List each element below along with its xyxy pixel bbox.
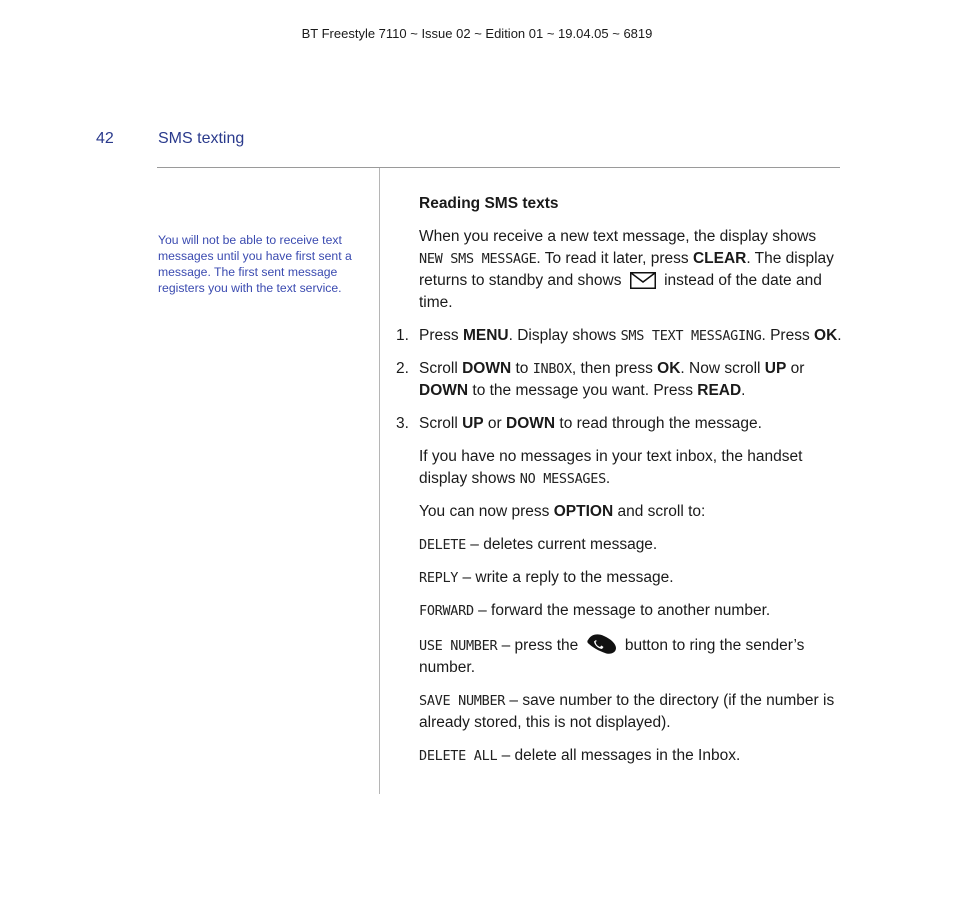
key-name: OK bbox=[814, 327, 838, 344]
text: or bbox=[786, 360, 805, 377]
text: Scroll bbox=[419, 360, 463, 377]
text: . bbox=[837, 327, 842, 344]
text: or bbox=[483, 415, 507, 432]
text: Scroll bbox=[419, 415, 463, 432]
key-name: CLEAR bbox=[692, 250, 747, 267]
text: to the message you want. Press bbox=[468, 382, 698, 399]
key-name: DOWN bbox=[506, 415, 556, 432]
display-text: USE NUMBER bbox=[419, 638, 498, 654]
text: – deletes current message. bbox=[465, 536, 658, 553]
text: to bbox=[511, 360, 533, 377]
text: . Press bbox=[761, 327, 815, 344]
step-number: 2. bbox=[396, 360, 409, 377]
step-number: 1. bbox=[396, 327, 409, 344]
list-item bbox=[396, 413, 843, 435]
text: – write a reply to the message. bbox=[458, 569, 674, 586]
main-content bbox=[396, 193, 843, 778]
text: . bbox=[605, 470, 611, 487]
text: – save number to the directory (if the number is already stored, this is not displayed). bbox=[419, 692, 835, 731]
text: When you receive a new text message, the display shows bbox=[419, 228, 817, 245]
step-number: 3. bbox=[396, 415, 409, 432]
text: instead of the date and time. bbox=[419, 272, 822, 311]
display-text: NO MESSAGES bbox=[519, 471, 606, 487]
display-text: DELETE ALL bbox=[419, 748, 498, 764]
header-rule bbox=[157, 167, 840, 168]
text: . bbox=[741, 382, 746, 399]
sidenote: You will not be able to receive text messages until you have first sent a message. The first sent message registers you with the text service. bbox=[158, 233, 352, 295]
text: . To read it later, press bbox=[536, 250, 693, 267]
text: – delete all messages in the Inbox. bbox=[497, 747, 741, 764]
text: – press the bbox=[497, 637, 583, 654]
page-number: 42 bbox=[96, 130, 114, 147]
display-text: REPLY bbox=[419, 570, 459, 586]
steps-list bbox=[396, 325, 843, 435]
option-use-number bbox=[419, 633, 843, 679]
text: , then press bbox=[571, 360, 658, 377]
text: . Display shows bbox=[508, 327, 621, 344]
section-title: SMS texting bbox=[158, 130, 245, 147]
talk-button-icon bbox=[586, 633, 618, 655]
key-name: READ bbox=[697, 382, 742, 399]
key-name: DOWN bbox=[462, 360, 512, 377]
text: If you have no messages in your text inbox, the handset display shows bbox=[419, 448, 803, 487]
key-name: UP bbox=[764, 360, 787, 377]
display-text: INBOX bbox=[532, 361, 572, 377]
text: . Now scroll bbox=[680, 360, 765, 377]
intro-paragraph bbox=[419, 226, 843, 314]
key-name: OPTION bbox=[553, 503, 614, 520]
no-messages-paragraph bbox=[419, 446, 843, 490]
text: – forward the message to another number. bbox=[473, 602, 771, 619]
text: . The display returns to standby and shows bbox=[419, 250, 834, 289]
option-paragraph bbox=[419, 501, 843, 523]
envelope-icon bbox=[630, 272, 656, 289]
list-item bbox=[396, 358, 843, 402]
option-reply bbox=[419, 567, 843, 589]
key-name: OK bbox=[657, 360, 681, 377]
option-forward bbox=[419, 600, 843, 622]
list-item bbox=[396, 325, 843, 347]
key-name: UP bbox=[462, 415, 484, 432]
option-delete-all bbox=[419, 745, 843, 767]
text: button to ring the sender’s number. bbox=[419, 637, 805, 676]
display-text: DELETE bbox=[419, 537, 466, 553]
key-name: MENU bbox=[462, 327, 509, 344]
option-save-number bbox=[419, 690, 843, 734]
section-heading: Reading SMS texts bbox=[419, 195, 559, 212]
option-delete bbox=[419, 534, 843, 556]
text: Press bbox=[419, 327, 463, 344]
display-text: SAVE NUMBER bbox=[419, 693, 506, 709]
text: You can now press bbox=[419, 503, 554, 520]
display-text: SMS TEXT MESSAGING bbox=[620, 328, 762, 344]
display-text: FORWARD bbox=[419, 603, 474, 619]
text: to read through the message. bbox=[555, 415, 762, 432]
text: and scroll to: bbox=[613, 503, 706, 520]
key-name: DOWN bbox=[419, 382, 469, 399]
document-header: BT Freestyle 7110 ~ Issue 02 ~ Edition 01 ~ 19.04.05 ~ 6819 bbox=[301, 26, 653, 41]
display-text: NEW SMS MESSAGE bbox=[419, 251, 537, 267]
column-divider bbox=[379, 168, 380, 794]
